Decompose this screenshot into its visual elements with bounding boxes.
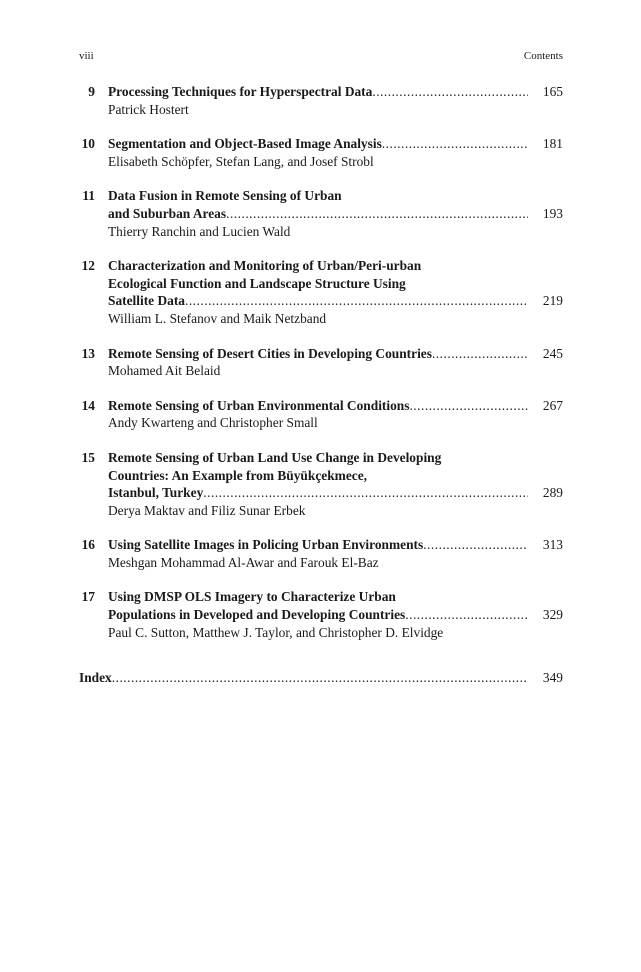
chapter-title: Using Satellite Images in Policing Urban Environments: [108, 537, 424, 553]
chapter-page-number: 289: [542, 485, 563, 501]
index-label: Index: [79, 670, 112, 685]
chapter-page-number: 193: [542, 205, 563, 221]
chapter-number: 17: [81, 589, 95, 605]
chapter-page-number: 219: [542, 293, 563, 309]
chapter-authors: Derya Maktav and Filiz Sunar Erbek: [108, 502, 306, 518]
chapter-title: Processing Techniques for Hyperspectral Data: [108, 84, 373, 99]
toc-entry[interactable]: [79, 536, 563, 571]
chapter-authors: Andy Kwarteng and Christopher Small: [108, 415, 318, 431]
chapter-page-number: 329: [542, 607, 563, 623]
toc-entry[interactable]: [79, 187, 563, 240]
chapter-authors: Meshgan Mohammad Al-Awar and Farouk El-Baz: [108, 554, 379, 570]
toc-entry[interactable]: [79, 449, 563, 519]
dot-leader: [409, 397, 528, 415]
chapter-authors: Thierry Ranchin and Lucien Wald: [108, 223, 291, 239]
chapter-number: 12: [81, 258, 95, 274]
chapter-page-number: 245: [542, 345, 563, 361]
dot-leader: [432, 345, 528, 363]
chapter-page-number: 313: [542, 537, 563, 553]
chapter-authors: Mohamed Ait Belaid: [108, 363, 221, 379]
chapter-number: 15: [81, 449, 95, 465]
running-head: [79, 50, 563, 66]
chapter-authors: Patrick Hostert: [108, 101, 189, 117]
dot-leader: [372, 83, 528, 101]
chapter-title: Segmentation and Object-Based Image Analysis: [108, 136, 382, 152]
toc-entry[interactable]: [79, 135, 563, 170]
dot-leader: [226, 205, 528, 223]
dot-leader: [203, 484, 528, 502]
chapter-title: Istanbul, Turkey: [108, 485, 204, 501]
chapter-authors: William L. Stefanov and Maik Netzband: [108, 310, 327, 326]
toc-entry[interactable]: [79, 588, 563, 641]
chapter-page-number: 267: [542, 397, 563, 413]
dot-leader: [405, 606, 528, 624]
chapter-title: Populations in Developed and Developing Countries: [108, 607, 406, 623]
page-number-roman: viii: [79, 50, 94, 62]
dot-leader: [382, 135, 528, 153]
toc-entry-index[interactable]: [79, 669, 563, 687]
toc-entry[interactable]: [79, 397, 563, 432]
chapter-title: Countries: An Example from Büyükçekmece,: [108, 467, 367, 483]
chapter-number: 14: [81, 397, 95, 413]
chapter-number: 16: [81, 537, 95, 553]
dot-leader: [112, 669, 528, 687]
toc-entry[interactable]: [79, 83, 563, 118]
toc-entry[interactable]: [79, 257, 563, 327]
chapter-title: and Suburban Areas: [108, 205, 227, 221]
section-title: Contents: [523, 50, 563, 62]
chapter-title: Using DMSP OLS Imagery to Characterize Urban: [108, 589, 396, 605]
chapter-title: Data Fusion in Remote Sensing of Urban: [108, 188, 342, 204]
chapter-number: 11: [82, 188, 95, 204]
chapter-authors: Paul C. Sutton, Matthew J. Taylor, and Christopher D. Elvidge: [108, 624, 444, 640]
chapter-page-number: 181: [542, 136, 563, 152]
toc-entry[interactable]: [79, 345, 563, 380]
index-page-number: 349: [542, 670, 563, 685]
chapter-title: Satellite Data: [108, 293, 185, 309]
dot-leader: [423, 536, 528, 554]
chapter-number: 10: [81, 136, 95, 152]
chapter-number: 13: [81, 345, 95, 361]
chapter-title: Remote Sensing of Urban Environmental Conditions: [108, 397, 410, 413]
chapter-number: 9: [88, 84, 95, 99]
chapter-title: Remote Sensing of Urban Land Use Change in Developing: [108, 449, 442, 465]
chapter-title: Ecological Function and Landscape Structure Using: [108, 275, 406, 291]
table-of-contents: [79, 83, 563, 658]
chapter-page-number: 165: [542, 84, 563, 99]
chapter-title: Remote Sensing of Desert Cities in Developing Countries: [108, 345, 432, 361]
dot-leader: [185, 292, 528, 310]
chapter-authors: Elisabeth Schöpfer, Stefan Lang, and Josef Strobl: [108, 153, 374, 169]
chapter-title: Characterization and Monitoring of Urban/Peri-urban: [108, 258, 422, 274]
